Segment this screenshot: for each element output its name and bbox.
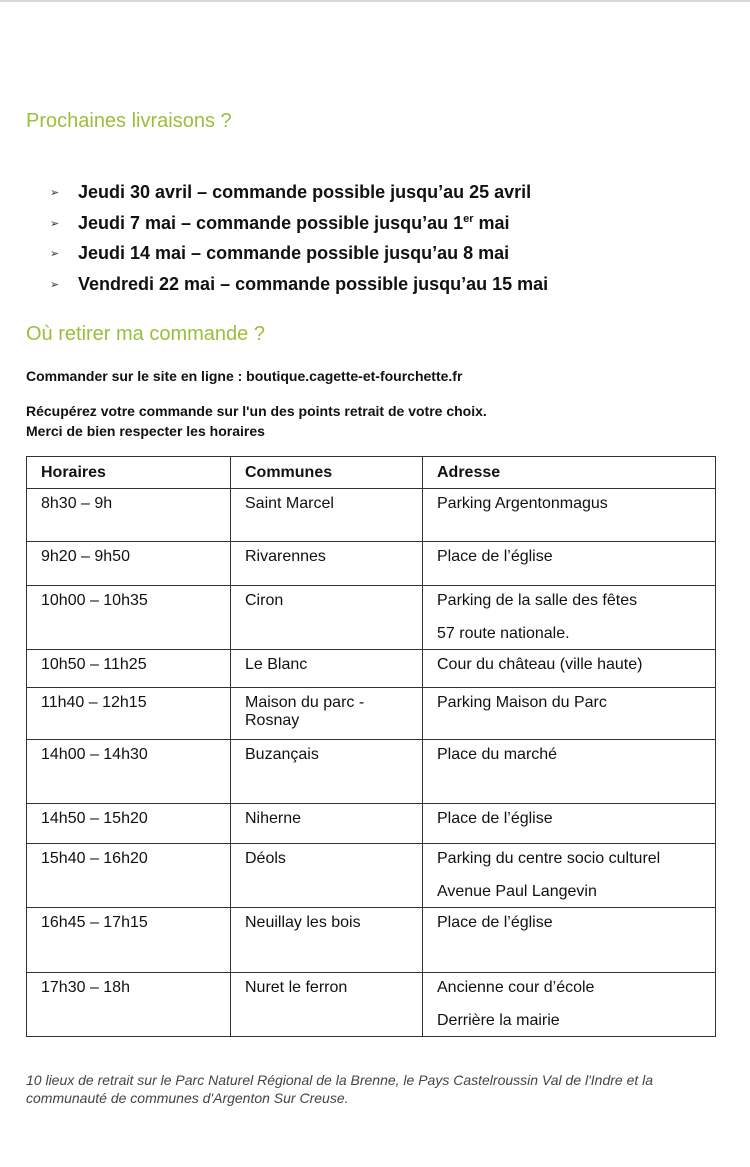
cell-address — [423, 844, 716, 908]
delivery-text: Jeudi 7 mai – commande possible jusqu’au 1 — [78, 212, 464, 233]
cell-commune: Maison du parc - Rosnay — [231, 688, 423, 740]
cell-time: 8h30 – 9h — [27, 489, 231, 542]
address-line: Parking Argentonmagus — [437, 495, 608, 512]
header-communes: Communes — [231, 457, 423, 489]
address-line: Parking du centre socio culturel — [437, 850, 661, 867]
cell-time: 9h20 – 9h50 — [27, 542, 231, 586]
table-row — [27, 973, 716, 1037]
table-row — [27, 586, 716, 650]
table-row — [27, 688, 716, 740]
cell-commune: Buzançais — [231, 740, 423, 804]
delivery-text: Vendredi 22 mai – commande possible jusqu’au 15 mai — [78, 273, 549, 294]
arrowhead-bullet-icon: ➢ — [50, 187, 60, 199]
cell-time: 17h30 – 18h — [27, 973, 231, 1037]
arrowhead-bullet-icon: ➢ — [50, 278, 60, 291]
header-horaires: Horaires — [27, 457, 231, 489]
cell-address — [423, 688, 716, 740]
respect-hours-text: Merci de bien respecter les horaires — [26, 423, 265, 439]
cell-time: 10h50 – 11h25 — [27, 650, 231, 688]
table-row — [27, 844, 716, 908]
table-row — [27, 740, 716, 804]
pickup-info-text: Récupérez votre commande sur l'un des points retrait de votre choix. — [26, 403, 487, 419]
cell-commune: Le Blanc — [231, 650, 423, 688]
order-online-text: Commander sur le site en ligne : boutique.cagette-et-fourchette.fr — [26, 368, 463, 384]
top-divider — [0, 0, 750, 2]
address-line: Place de l’église — [437, 810, 553, 827]
cell-time: 14h00 – 14h30 — [27, 740, 231, 804]
table-row — [27, 804, 716, 844]
cell-commune: Niherne — [231, 804, 423, 844]
footnote: 10 lieux de retrait sur le Parc Naturel Régional de la Brenne, le Pays Castelroussin Val de l'Indre et la communauté de communes d'Argenton Sur Creuse. — [26, 1072, 654, 1106]
delivery-item — [50, 268, 548, 299]
cell-commune: Rivarennes — [231, 542, 423, 586]
address-line: Place du marché — [437, 746, 558, 763]
cell-address — [423, 740, 716, 804]
cell-commune: Saint Marcel — [231, 489, 423, 542]
cell-time: 16h45 – 17h15 — [27, 908, 231, 973]
table-row — [27, 908, 716, 973]
table-row — [27, 489, 716, 542]
pickup-schedule-table — [26, 456, 716, 1037]
deliveries-heading: Prochaines livraisons ? — [26, 110, 232, 132]
cell-address — [423, 586, 716, 650]
cell-address — [423, 650, 716, 688]
address-line: Place de l’église — [437, 914, 553, 931]
cell-commune: Neuillay les bois — [231, 908, 423, 973]
table-row — [27, 650, 716, 688]
address-line: Parking Maison du Parc — [437, 694, 607, 711]
cell-address — [423, 804, 716, 844]
table-row — [27, 542, 716, 586]
cell-address — [423, 542, 716, 586]
delivery-text: Jeudi 14 mai – commande possible jusqu’au 8 mai — [78, 243, 510, 263]
cell-time: 15h40 – 16h20 — [27, 844, 231, 908]
delivery-item — [50, 207, 548, 238]
delivery-text: Jeudi 30 avril – commande possible jusqu’au 25 avril — [78, 182, 532, 202]
address-line: Ancienne cour d’école — [437, 979, 595, 996]
arrowhead-bullet-icon: ➢ — [50, 248, 60, 260]
cell-time: 11h40 – 12h15 — [27, 688, 231, 740]
cell-commune: Déols — [231, 844, 423, 908]
arrowhead-bullet-icon: ➢ — [50, 217, 60, 230]
address-line-2: Derrière la mairie — [437, 1012, 560, 1029]
address-line-2: 57 route nationale. — [437, 625, 570, 642]
address-line: Cour du château (ville haute) — [437, 656, 643, 673]
cell-commune: Ciron — [231, 586, 423, 650]
delivery-sup: er — [463, 212, 474, 225]
cell-time: 10h00 – 10h35 — [27, 586, 231, 650]
cell-address — [423, 908, 716, 973]
address-line: Place de l’église — [437, 548, 553, 565]
delivery-item — [50, 176, 548, 207]
delivery-after: mai — [473, 212, 510, 233]
address-line-2: Avenue Paul Langevin — [437, 883, 597, 900]
delivery-list — [50, 176, 548, 298]
address-line: Parking de la salle des fêtes — [437, 592, 638, 609]
cell-time: 14h50 – 15h20 — [27, 804, 231, 844]
cell-address — [423, 973, 716, 1037]
delivery-item — [50, 237, 548, 268]
cell-address — [423, 489, 716, 542]
cell-commune: Nuret le ferron — [231, 973, 423, 1037]
header-adresse: Adresse — [423, 457, 716, 489]
table-header-row — [27, 457, 716, 489]
pickup-heading: Où retirer ma commande ? — [26, 323, 265, 345]
